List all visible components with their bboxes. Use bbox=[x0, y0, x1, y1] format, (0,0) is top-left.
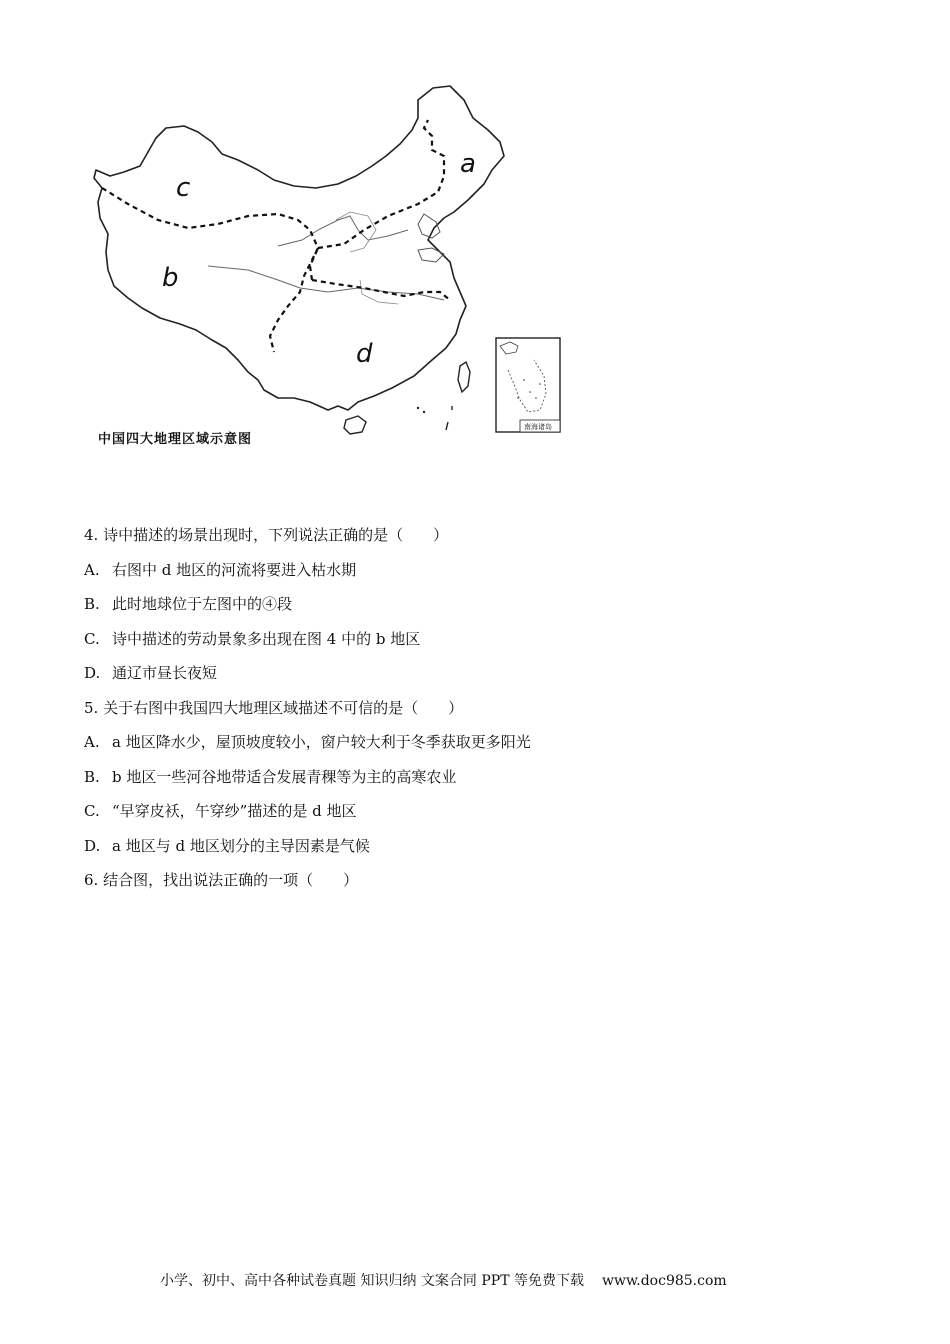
china-regions-map bbox=[88, 80, 568, 452]
question-5-stem: 5. 关于右图中我国四大地理区域描述不可信的是（ ） bbox=[84, 699, 464, 717]
option-text: a 地区与 d 地区划分的主导因素是气候 bbox=[112, 837, 370, 855]
option-text: b 地区一些河谷地带适合发展青稞等为主的高寒农业 bbox=[112, 768, 457, 786]
hainan-island bbox=[344, 416, 366, 434]
option-label: C. bbox=[84, 630, 100, 648]
option-label: B. bbox=[84, 768, 100, 786]
option-text: “早穿皮袄，午穿纱”描述的是 d 地区 bbox=[112, 802, 357, 820]
footer-text: 小学、初中、高中各种试卷真题 知识归纳 文案合同 PPT 等免费下载 bbox=[160, 1273, 584, 1289]
question-6-stem: 6. 结合图，找出说法正确的一项（ ） bbox=[84, 871, 359, 889]
option-label: D. bbox=[84, 664, 101, 682]
question-4-option-d bbox=[84, 662, 217, 683]
option-label: C. bbox=[84, 802, 100, 820]
option-text: 右图中 d 地区的河流将要进入枯水期 bbox=[112, 561, 357, 579]
option-text: 诗中描述的劳动景象多出现在图 4 中的 b 地区 bbox=[112, 630, 421, 648]
option-label: A. bbox=[84, 733, 100, 751]
option-label: D. bbox=[84, 837, 101, 855]
question-4-stem: 4. 诗中描述的场景出现时，下列说法正确的是（ ） bbox=[84, 526, 449, 544]
region-label-b: b bbox=[162, 263, 179, 293]
inset-label: 南海诸岛 bbox=[524, 423, 552, 431]
option-label: A. bbox=[84, 561, 100, 579]
footer-url[interactable]: www.doc985.com bbox=[601, 1273, 727, 1289]
question-4-option-b bbox=[84, 593, 292, 614]
question-5-option-c bbox=[84, 800, 356, 821]
map-caption: 中国四大地理区域示意图 bbox=[98, 432, 253, 447]
option-text: 此时地球位于左图中的④段 bbox=[112, 595, 293, 613]
page-footer bbox=[160, 1270, 727, 1290]
option-text: a 地区降水少，屋顶坡度较小，窗户较大利于冬季获取更多阳光 bbox=[112, 733, 531, 751]
china-outline bbox=[94, 86, 504, 410]
region-label-a: a bbox=[460, 149, 476, 179]
option-label: B. bbox=[84, 595, 100, 613]
question-4-option-a bbox=[84, 559, 356, 580]
taiwan-island bbox=[458, 362, 470, 392]
region-label-d: d bbox=[356, 339, 373, 369]
option-text: 通辽市昼长夜短 bbox=[112, 664, 218, 682]
question-5-option-b bbox=[84, 766, 456, 787]
question-5-option-d bbox=[84, 835, 370, 856]
question-4-option-c bbox=[84, 628, 420, 649]
region-label-c: c bbox=[176, 173, 191, 203]
south-china-sea-inset bbox=[496, 338, 560, 432]
question-5-option-a bbox=[84, 731, 531, 752]
